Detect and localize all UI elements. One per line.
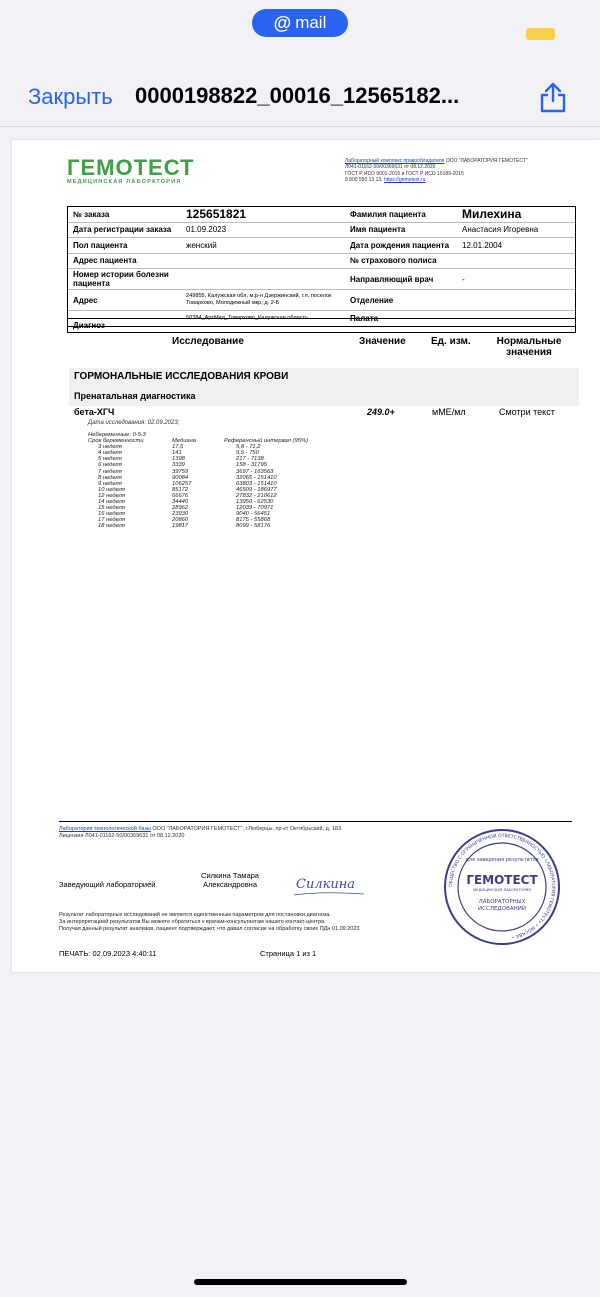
svg-text:ГЕМОТЕСТ: ГЕМОТЕСТ bbox=[466, 873, 538, 887]
test-unit: мМЕ/мл bbox=[432, 407, 466, 417]
table-row: 7 неделя 39759 3697 - 163563 bbox=[98, 468, 274, 475]
lab-stamp bbox=[442, 827, 562, 947]
status-bar bbox=[0, 0, 600, 56]
mail-label: mail bbox=[295, 13, 327, 32]
battery-icon bbox=[526, 28, 555, 40]
col-norm: Нормальные значения bbox=[496, 336, 562, 358]
svg-text:ИССЛЕДОВАНИЙ: ИССЛЕДОВАНИЙ bbox=[478, 906, 526, 912]
order-number: 125651821 bbox=[186, 207, 247, 222]
reference-table: Небеременные: 0-5.3 Срок беременности Медиана Референсный интервал (95%) 3 неделя 17,5 5,8 - 71,2 4 неделя 141 9,5 - 750 5 неделя 1398 217 - 7138 6 неделя 3339 158 - 31795 7 неделя 39759 3697 - 163563 8 неделя 90084 32065 - 151410 9 неделя 106257 63803 - 151410 10 неделя 85172 46509 - 186977 12 неделя 66676 27832 - 210612 14 неделя 34440 13950 - 62530 15 неделя 28962 12039 - 70971 16 неделя 23930 9040 - 56451 17 неделя 20860 8175 - 55868 18 неделя 19817 8099 - 58176 bbox=[88, 432, 309, 530]
table-row: 4 неделя 141 9,5 - 750 bbox=[98, 450, 259, 457]
patient-table bbox=[67, 206, 576, 327]
svg-text:ОБЩЕСТВО С ОГРАНИЧЕННОЙ ОТВЕТС: ОБЩЕСТВО С ОГРАНИЧЕННОЙ ОТВЕТСТВЕННОСТЬЮ «ЛАБОРАТОРИЯ ГЕМОТЕСТ» • МОСКВА • bbox=[448, 833, 556, 940]
table-row: 6 неделя 3339 158 - 31795 bbox=[98, 462, 267, 469]
col-test: Исследование bbox=[172, 336, 244, 347]
svg-text:Силкина: Силкина bbox=[296, 877, 356, 892]
table-row: 15 неделя 28962 12039 - 70971 bbox=[98, 505, 274, 512]
table-row: 17 неделя 20860 8175 - 55868 bbox=[98, 517, 271, 524]
svg-text:для заверения результатов: для заверения результатов bbox=[465, 857, 539, 863]
table-row: 18 неделя 19817 8099 - 58176 bbox=[98, 523, 271, 530]
lab-info-link[interactable]: Лабораторный комплекс правообладателя bbox=[345, 158, 445, 164]
subsection-prenatal: Пренатальная диагностика bbox=[69, 388, 579, 406]
test-norm: Смотри текст bbox=[499, 407, 555, 417]
test-date: Дата исследования: 02.09.2023; bbox=[88, 420, 180, 426]
document-toolbar bbox=[0, 68, 600, 127]
signature bbox=[292, 870, 368, 898]
share-icon[interactable] bbox=[538, 81, 568, 113]
patient-surname: Милехина bbox=[462, 207, 522, 222]
print-date: ПЕЧАТЬ: 02.09.2023 4:40:11 bbox=[59, 949, 157, 958]
table-row: № заказа 125651821 Фамилия пациента Милехина bbox=[68, 207, 575, 223]
table-row: 10 неделя 85172 46509 - 186977 bbox=[98, 486, 277, 493]
test-value: 249.0+ bbox=[367, 407, 395, 417]
at-icon: @ bbox=[273, 12, 292, 33]
page-number: Страница 1 из 1 bbox=[260, 949, 317, 958]
footer-lab-link[interactable]: Лаборатория технологической базы bbox=[59, 826, 151, 832]
table-row: 9 неделя 106257 63803 - 151410 bbox=[98, 480, 277, 487]
col-value: Значение bbox=[359, 336, 406, 347]
table-row: 3 неделя 17,5 5,8 - 71,2 bbox=[98, 444, 261, 451]
lab-info: Лабораторный комплекс правообладателя ООО "ЛАБОРАТОРИЯ ГЕМОТЕСТ" Л041-01162-50/00369631 от 08.12.2020 ГОСТ Р ИСО 9001-2015 и ГОСТ Р ИСО 15189-2015 8 800 550 13 13, https://gemotest.ru bbox=[345, 158, 528, 184]
lab-site-link[interactable]: https://gemotest.ru bbox=[383, 177, 426, 184]
section-hormonal: ГОРМОНАЛЬНЫЕ ИССЛЕДОВАНИЯ КРОВИ bbox=[69, 368, 579, 388]
close-button[interactable]: Закрыть bbox=[28, 84, 113, 109]
svg-text:ЛАБОРАТОРНЫХ: ЛАБОРАТОРНЫХ bbox=[478, 899, 526, 905]
table-row: 16 неделя 23930 9040 - 56451 bbox=[98, 511, 271, 518]
mail-app-pill[interactable] bbox=[252, 9, 348, 37]
table-row: Номер истории болезни пациента Направляющий врач - bbox=[68, 269, 575, 290]
table-row: 12 неделя 66676 27832 - 210612 bbox=[98, 492, 277, 499]
head-lab-label: Заведующий лабораторией bbox=[59, 880, 156, 889]
table-row: Адрес пациента № страхового полиса bbox=[68, 254, 575, 270]
table-row: 50384_АртМед_Товарково_Калужская область Палата bbox=[186, 313, 379, 323]
home-indicator[interactable] bbox=[194, 1279, 407, 1285]
table-row: Адрес 249855, Калужская обл, м.р-н Дзержинский, г.п. поселок Товарково, Молодежный мкр, д. 2-Б Отделение bbox=[68, 290, 575, 311]
table-row: Дата регистрации заказа 01.09.2023 Имя пациента Анастасия Игоревна bbox=[68, 223, 575, 239]
table-row: 5 неделя 1398 217 - 7138 bbox=[98, 456, 264, 463]
table-row: 8 неделя 90084 32065 - 151410 bbox=[98, 474, 277, 481]
gemotest-logo: ГЕМОТЕСТ МЕДИЦИНСКАЯ ЛАБОРАТОРИЯ bbox=[67, 155, 195, 185]
table-row: Пол пациента женский Дата рождения пациента 12.01.2004 bbox=[68, 238, 575, 254]
document-title: 0000198822_00016_12565182... bbox=[135, 83, 460, 108]
document-page bbox=[12, 140, 600, 972]
diagnosis-row: Диагноз bbox=[67, 318, 576, 333]
svg-text:МЕДИЦИНСКАЯ ЛАБОРАТОРИЯ: МЕДИЦИНСКАЯ ЛАБОРАТОРИЯ bbox=[473, 888, 531, 892]
footer-divider bbox=[59, 821, 572, 822]
head-lab-name: Силкина Тамара Александровна bbox=[201, 871, 259, 889]
table-row: 14 неделя 34440 13950 - 62530 bbox=[98, 499, 274, 506]
disclaimer: Результат лабораторных исследований не является единственным параметром для постановки диагноза. За интерпретацией результатов Вы можете обратиться к врачам-консультантам нашего контакт-центра. Получая данный результат анализов, пациент подтверждает, что давал согласие на обработку своих ПДн 01.09.2023 bbox=[59, 912, 360, 932]
footer-lab-info: Лаборатория технологической базы ООО "ЛАБОРАТОРИЯ ГЕМОТЕСТ", г.Люберцы, пр-кт Октябрьский, д. 183. Лицензия Л041-01162-50/00369631 от 08.12.2020 bbox=[59, 826, 343, 839]
col-unit: Ед. изм. bbox=[431, 336, 471, 347]
test-name: бета-ХГЧ bbox=[74, 407, 115, 417]
